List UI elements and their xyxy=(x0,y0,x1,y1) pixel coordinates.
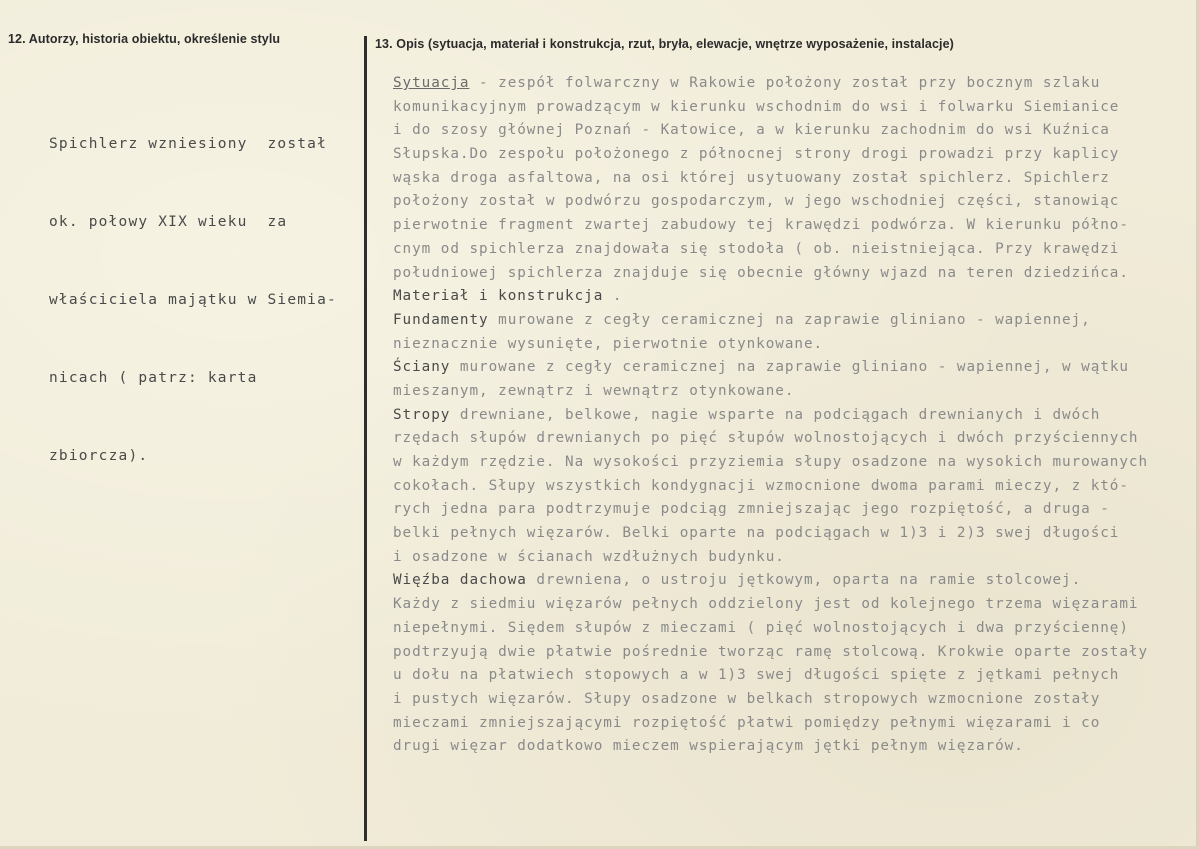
section-13-header: 13. Opis (sytuacja, materiał i konstrukcja, rzut, bryła, elewacje, wnętrze wyposażenie, instalacje) xyxy=(375,37,954,51)
line-text: i pustych więzarów. Słupy osadzone w belkach stropowych wzmocnione zostały xyxy=(393,690,1101,707)
body-line xyxy=(393,546,1193,570)
body-line: nicach ( patrz: karta xyxy=(49,370,258,386)
line-text: rzędach słupów drewnianych po pięć słupów wolnostojących i dwóch przyściennych xyxy=(393,430,1139,447)
body-line xyxy=(393,641,1193,665)
line-text: i do szosy głównej Poznań - Katowice, a w kierunku zachodnim do wsi Kuźnica xyxy=(393,122,1110,139)
line-text: u dołu na płatwiech stopowych a w 1)3 swej długości spięte z jętkami pełnych xyxy=(393,667,1120,684)
body-line xyxy=(393,735,1193,759)
body-line xyxy=(393,167,1193,191)
line-text: murowane z cegły ceramicznej na zaprawie gliniano - wapiennej, xyxy=(488,311,1091,328)
line-text: niepełnymi. Siędem słupów z mieczami ( pięć wolnostojących i dwa przyściennę) xyxy=(393,619,1129,636)
body-line xyxy=(393,119,1193,143)
body-line xyxy=(393,688,1193,712)
line-text: nieznacznie wysunięte, pierwotnie otynkowane. xyxy=(393,335,824,352)
body-line xyxy=(393,96,1193,120)
line-text: w każdym rzędzie. Na wysokości przyziemia słupy osadzone na wysokich murowanych xyxy=(393,454,1149,470)
line-text: Słupska.Do zespołu położonego z północnej strony drogi prowadzi przy kaplicy xyxy=(393,146,1120,163)
line-text: podtrzyują dwie płatwie pośrednie tworząc ramę stolcową. Krokwie oparte zostały xyxy=(393,643,1149,660)
line-text: drewniane, belkowe, nagie wsparte na podciągach drewnianych i dwóch xyxy=(450,406,1101,423)
body-line xyxy=(393,238,1193,262)
body-line xyxy=(393,309,1193,333)
body-line xyxy=(393,356,1193,380)
section-12-body xyxy=(49,79,349,495)
line-text: mieszanym, zewnątrz i wewnątrz otynkowane. xyxy=(393,382,795,399)
line-text: cnym od spichlerza znajdowała się stodoła ( ob. nieistniejąca. Przy krawędzi xyxy=(393,240,1120,257)
body-line xyxy=(393,262,1193,286)
line-text: mieczami zmniejszającymi rozpiętość płatwi pomiędzy pełnymi więzarami i co xyxy=(393,714,1101,731)
line-text: położony został w podwórzu gospodarczym, w jego wschodniej części, stanowiąc xyxy=(393,193,1120,210)
body-line xyxy=(393,664,1193,688)
body-line: Spichlerz wzniesiony został xyxy=(49,136,328,152)
body-line xyxy=(393,427,1193,451)
line-text: pierwotnie fragment zwartej zabudowy tej krawędzi podwórza. W kierunku półno- xyxy=(393,217,1129,234)
body-line xyxy=(393,498,1193,522)
body-line xyxy=(393,617,1193,641)
body-line xyxy=(393,522,1193,546)
paragraph-lead: Ściany xyxy=(393,359,451,376)
paragraph-lead: Więźba dachowa xyxy=(393,572,527,589)
section-12-header: 12. Autorzy, historia obiektu, określenie stylu xyxy=(8,32,281,46)
body-line: zbiorcza). xyxy=(49,448,149,464)
line-text: murowane z cegły ceramicznej na zaprawie gliniano - wapiennej, w wątku xyxy=(450,359,1129,376)
line-text: południowej spichlerza znajduje się obecnie główny wjazd na teren dziedzińca. xyxy=(393,264,1129,281)
line-text: komunikacyjnym prowadzącym w kierunku wschodnim do wsi i folwarku Siemianice xyxy=(393,98,1120,115)
heading-underlined: Sytuacja xyxy=(393,75,470,91)
line-text: i osadzone w ścianach wzdłużnych budynku. xyxy=(393,548,785,565)
body-line xyxy=(393,380,1193,404)
body-line xyxy=(393,72,1193,96)
body-line xyxy=(393,451,1193,475)
line-text: rych jedna para podtrzymuje podciąg zmniejszając jego rozpiętość, a druga - xyxy=(393,501,1110,518)
section-13-body xyxy=(393,72,1193,759)
line-text: drugi więzar dodatkowo mieczem wspierającym jętki pełnym więzarów. xyxy=(393,738,1024,755)
body-line: właściciela majątku w Siemia- xyxy=(49,292,337,308)
body-line xyxy=(393,712,1193,736)
line-text: - zespół folwarczny w Rakowie położony został przy bocznym szlaku xyxy=(469,75,1101,91)
line-text: belki pełnych więzarów. Belki oparte na podciągach w 1)3 i 2)3 swej długości xyxy=(393,525,1120,542)
paragraph-lead: Stropy xyxy=(393,406,451,423)
paragraph-lead: Materiał i konstrukcja xyxy=(393,288,604,305)
body-line xyxy=(393,404,1193,428)
body-line xyxy=(393,569,1193,593)
body-line xyxy=(393,285,1193,309)
body-line: ok. połowy XIX wieku za xyxy=(49,214,288,230)
body-line xyxy=(393,333,1193,357)
body-line xyxy=(393,190,1193,214)
body-line xyxy=(393,214,1193,238)
column-divider xyxy=(364,36,367,841)
body-line xyxy=(393,593,1193,617)
line-text: cokołach. Słupy wszystkich kondygnacji wzmocnione dwoma parami mieczy, z któ- xyxy=(393,477,1129,494)
line-text: wąska droga asfaltowa, na osi której usytuowany został spichlerz. Spichlerz xyxy=(393,169,1110,186)
paragraph-lead: Fundamenty xyxy=(393,311,489,328)
body-line xyxy=(393,143,1193,167)
line-text: drewniena, o ustroju jętkowym, oparta na ramie stolcowej. xyxy=(526,572,1082,589)
line-text: Każdy z siedmiu więzarów pełnych oddzielony jest od kolejnego trzema więzarami xyxy=(393,596,1139,613)
body-line xyxy=(393,475,1193,499)
line-text: . xyxy=(603,288,623,305)
